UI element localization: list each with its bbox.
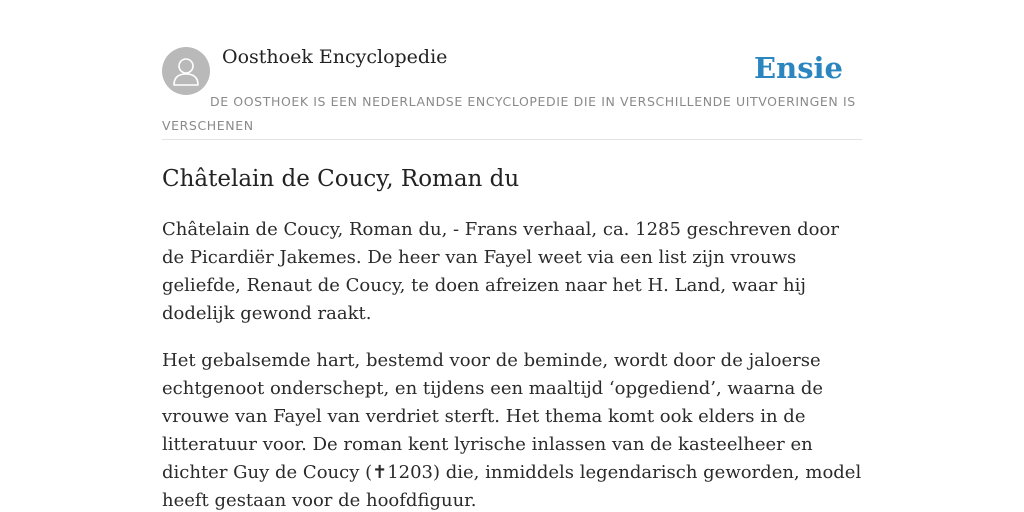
source-description: DE OOSTHOEK IS EEN NEDERLANDSE ENCYCLOPEDIE DIE IN VERSCHILLENDE UITVOERINGEN IS VERSCHENEN (162, 94, 856, 133)
article-paragraph-1: Châtelain de Coucy, Roman du, - Frans verhaal, ca. 1285 geschreven door de Picardiër Jakemes. De heer van Fayel weet via een list zijn vrouws geliefde, Renaut de Coucy, te doen afreizen naar het H. Land, waar hij dodelijk gewond raakt. (162, 219, 839, 324)
user-icon (162, 47, 210, 95)
source-avatar[interactable] (162, 47, 210, 95)
article-title: Châtelain de Coucy, Roman du (162, 166, 520, 192)
source-name[interactable]: Oosthoek Encyclopedie (222, 46, 448, 68)
source-header (162, 0, 862, 140)
ensie-logo-link[interactable]: Ensie (754, 51, 843, 85)
article (162, 160, 862, 512)
article-paragraph-2: Het gebalsemde hart, bestemd voor de beminde, wordt door de jaloerse echtgenoot onderschept, en tijdens een maaltijd ‘opgediend’, waarna de vrouwe van Fayel van verdriet sterft. Het thema komt ook elders in de litteratuur voor. De roman kent lyrische inlassen van de kasteelheer en dichter Guy de Coucy (✝1203) die, inmiddels legendarisch geworden, model heeft gestaan voor de hoofdfiguur. (162, 350, 862, 511)
